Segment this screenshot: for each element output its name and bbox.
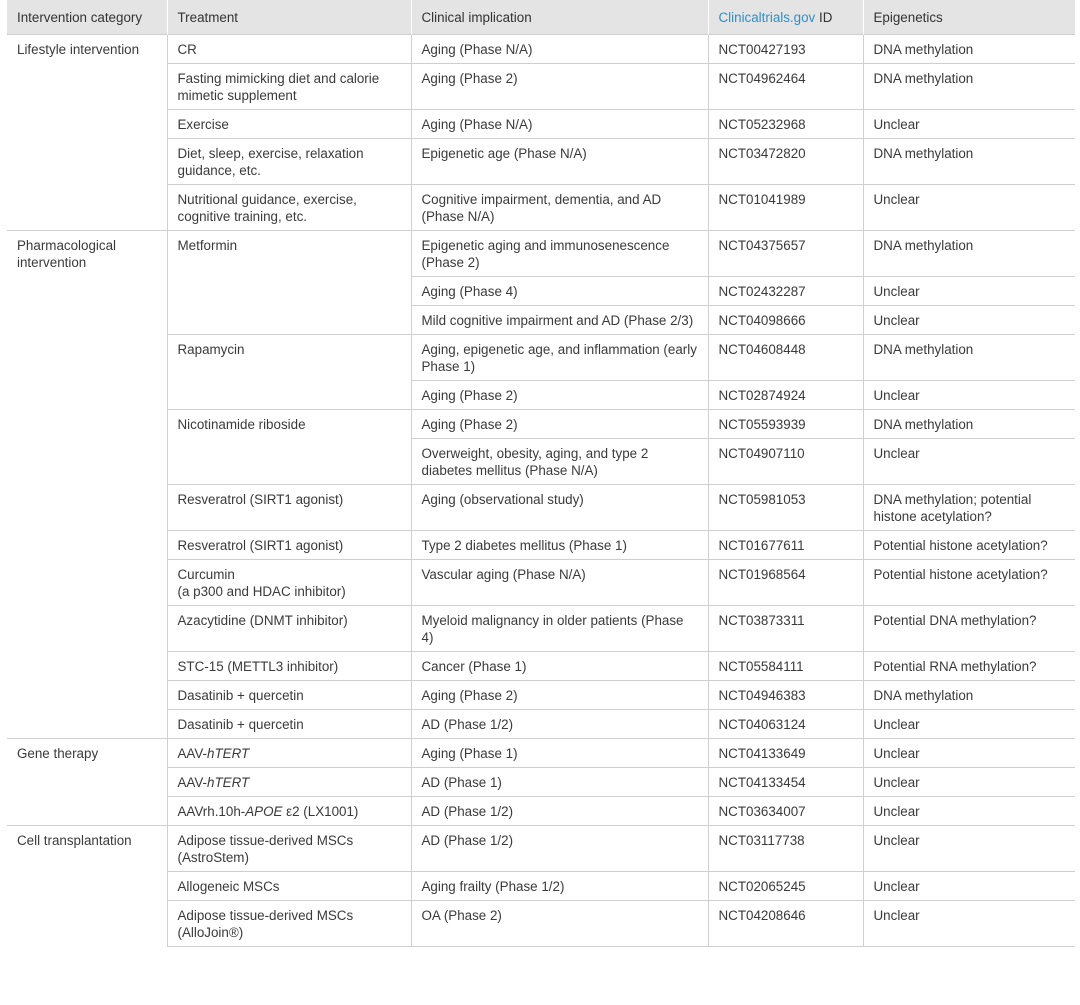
- cell-trial-id: NCT02065245: [708, 872, 863, 901]
- header-id-suffix: ID: [815, 9, 833, 25]
- cell-clinical-implication: Aging (Phase 2): [411, 410, 708, 439]
- cell-epigenetics: Unclear: [863, 306, 1075, 335]
- cell-epigenetics: DNA methylation: [863, 64, 1075, 110]
- table-row: [7, 681, 1075, 710]
- table-row: [7, 485, 1075, 531]
- table-row: [7, 35, 1075, 64]
- cell-treatment: [167, 231, 411, 335]
- table-row: [7, 768, 1075, 797]
- treatment-name: Exercise: [177, 117, 229, 132]
- table-row: [7, 901, 1075, 947]
- cell-clinical-implication: Epigenetic age (Phase N/A): [411, 139, 708, 185]
- cell-epigenetics: DNA methylation: [863, 231, 1075, 277]
- cell-treatment: [167, 739, 411, 768]
- table-row: [7, 606, 1075, 652]
- table-body: [7, 35, 1075, 947]
- cell-trial-id: NCT04907110: [708, 439, 863, 485]
- treatment-gene-name: hTERT: [207, 775, 250, 790]
- cell-clinical-implication: Myeloid malignancy in older patients (Phase 4): [411, 606, 708, 652]
- cell-trial-id: NCT02874924: [708, 381, 863, 410]
- cell-trial-id: NCT01677611: [708, 531, 863, 560]
- cell-clinical-implication: Mild cognitive impairment and AD (Phase 2/3): [411, 306, 708, 335]
- cell-clinical-implication: Cancer (Phase 1): [411, 652, 708, 681]
- table-wrapper: [7, 0, 1075, 947]
- cell-epigenetics: Potential histone acetylation?: [863, 560, 1075, 606]
- cell-treatment: [167, 901, 411, 947]
- cell-treatment: [167, 560, 411, 606]
- treatment-name: Diet, sleep, exercise, relaxation guidance, etc.: [177, 146, 364, 178]
- cell-epigenetics: Unclear: [863, 185, 1075, 231]
- table-row: [7, 710, 1075, 739]
- treatment-name: Resveratrol (SIRT1 agonist): [177, 492, 344, 507]
- cell-epigenetics: Unclear: [863, 872, 1075, 901]
- cell-clinical-implication: AD (Phase 1/2): [411, 797, 708, 826]
- cell-clinical-implication: Aging (Phase 1): [411, 739, 708, 768]
- cell-clinical-implication: Vascular aging (Phase N/A): [411, 560, 708, 606]
- cell-epigenetics: DNA methylation: [863, 335, 1075, 381]
- table-row: [7, 826, 1075, 872]
- cell-trial-id: NCT04098666: [708, 306, 863, 335]
- cell-trial-id: NCT05232968: [708, 110, 863, 139]
- table-row: [7, 139, 1075, 185]
- cell-clinical-implication: Aging (Phase 2): [411, 381, 708, 410]
- cell-clinical-implication: AD (Phase 1/2): [411, 710, 708, 739]
- cell-treatment: [167, 485, 411, 531]
- table-header: [7, 0, 1075, 35]
- cell-clinical-implication: Aging (Phase 4): [411, 277, 708, 306]
- cell-treatment: [167, 335, 411, 410]
- cell-treatment: [167, 606, 411, 652]
- cell-trial-id: NCT05981053: [708, 485, 863, 531]
- cell-clinical-implication: Cognitive impairment, dementia, and AD (Phase N/A): [411, 185, 708, 231]
- header-intervention-category: Intervention category: [7, 0, 167, 35]
- cell-trial-id: NCT01041989: [708, 185, 863, 231]
- treatment-name: Metformin: [177, 238, 238, 253]
- treatment-name: Allogeneic MSCs: [177, 879, 280, 894]
- cell-treatment: [167, 185, 411, 231]
- cell-clinical-implication: Aging (Phase N/A): [411, 35, 708, 64]
- cell-trial-id: NCT01968564: [708, 560, 863, 606]
- header-treatment: Treatment: [167, 0, 411, 35]
- header-trial-id: [708, 0, 863, 35]
- cell-epigenetics: Unclear: [863, 110, 1075, 139]
- table-row: [7, 739, 1075, 768]
- cell-clinical-implication: Aging frailty (Phase 1/2): [411, 872, 708, 901]
- cell-treatment: [167, 797, 411, 826]
- treatment-name: Adipose tissue-derived MSCs (AlloJoin®): [177, 908, 354, 940]
- treatment-name: Resveratrol (SIRT1 agonist): [177, 538, 344, 553]
- cell-clinical-implication: AD (Phase 1/2): [411, 826, 708, 872]
- treatment-gene-name: hTERT: [207, 746, 250, 761]
- cell-clinical-implication: AD (Phase 1): [411, 768, 708, 797]
- cell-epigenetics: DNA methylation: [863, 35, 1075, 64]
- cell-trial-id: NCT02432287: [708, 277, 863, 306]
- cell-intervention-category: Cell transplantation: [7, 826, 167, 947]
- cell-epigenetics: Potential DNA methylation?: [863, 606, 1075, 652]
- table-row: [7, 410, 1075, 439]
- cell-epigenetics: Unclear: [863, 710, 1075, 739]
- cell-intervention-category: Pharmacological intervention: [7, 231, 167, 739]
- cell-clinical-implication: Epigenetic aging and immunosenescence (Phase 2): [411, 231, 708, 277]
- table-row: [7, 110, 1075, 139]
- header-row: [7, 0, 1075, 35]
- cell-trial-id: NCT04133649: [708, 739, 863, 768]
- cell-treatment: [167, 768, 411, 797]
- cell-treatment: [167, 826, 411, 872]
- cell-clinical-implication: Aging (observational study): [411, 485, 708, 531]
- clinicaltrials-link[interactable]: Clinicaltrials.gov: [718, 9, 816, 25]
- cell-clinical-implication: Aging (Phase 2): [411, 64, 708, 110]
- treatment-name: Nutritional guidance, exercise, cognitive training, etc.: [177, 192, 357, 224]
- header-epigenetics: Epigenetics: [863, 0, 1075, 35]
- treatment-name: AAVrh.10h-: [177, 804, 246, 819]
- table-row: [7, 652, 1075, 681]
- cell-epigenetics: DNA methylation; potential histone acetylation?: [863, 485, 1075, 531]
- cell-epigenetics: Unclear: [863, 277, 1075, 306]
- cell-intervention-category: Gene therapy: [7, 739, 167, 826]
- cell-clinical-implication: Type 2 diabetes mellitus (Phase 1): [411, 531, 708, 560]
- cell-treatment: [167, 110, 411, 139]
- cell-intervention-category: Lifestyle intervention: [7, 35, 167, 231]
- cell-trial-id: NCT03472820: [708, 139, 863, 185]
- cell-treatment: [167, 531, 411, 560]
- table-row: [7, 231, 1075, 277]
- cell-treatment: [167, 139, 411, 185]
- cell-epigenetics: DNA methylation: [863, 139, 1075, 185]
- treatment-name: Azacytidine (DNMT inhibitor): [177, 613, 348, 628]
- treatment-name: Nicotinamide riboside: [177, 417, 306, 432]
- treatment-name: Fasting mimicking diet and calorie mimetic supplement: [177, 71, 380, 103]
- cell-epigenetics: Unclear: [863, 768, 1075, 797]
- header-clinical-implication: Clinical implication: [411, 0, 708, 35]
- cell-epigenetics: DNA methylation: [863, 410, 1075, 439]
- cell-treatment: [167, 410, 411, 485]
- cell-treatment: [167, 64, 411, 110]
- cell-trial-id: NCT04375657: [708, 231, 863, 277]
- treatment-name: Dasatinib + quercetin: [177, 688, 304, 703]
- cell-trial-id: NCT04608448: [708, 335, 863, 381]
- cell-trial-id: NCT05584111: [708, 652, 863, 681]
- treatment-name-suffix: ε2 (LX1001): [282, 804, 359, 819]
- cell-clinical-implication: Aging (Phase 2): [411, 681, 708, 710]
- cell-trial-id: NCT04946383: [708, 681, 863, 710]
- treatment-name: Adipose tissue-derived MSCs (AstroStem): [177, 833, 354, 865]
- cell-treatment: [167, 652, 411, 681]
- cell-treatment: [167, 681, 411, 710]
- table-row: [7, 531, 1075, 560]
- cell-epigenetics: DNA methylation: [863, 681, 1075, 710]
- cell-epigenetics: Unclear: [863, 826, 1075, 872]
- cell-clinical-implication: OA (Phase 2): [411, 901, 708, 947]
- treatment-name: AAV-: [177, 775, 208, 790]
- cell-epigenetics: Potential histone acetylation?: [863, 531, 1075, 560]
- cell-trial-id: NCT04208646: [708, 901, 863, 947]
- table-row: [7, 185, 1075, 231]
- cell-epigenetics: Unclear: [863, 901, 1075, 947]
- cell-trial-id: NCT04962464: [708, 64, 863, 110]
- table-row: [7, 64, 1075, 110]
- cell-treatment: [167, 35, 411, 64]
- cell-clinical-implication: Aging (Phase N/A): [411, 110, 708, 139]
- treatment-name: Dasatinib + quercetin: [177, 717, 304, 732]
- treatment-name: CR: [177, 42, 197, 57]
- cell-trial-id: NCT03117738: [708, 826, 863, 872]
- table-row: [7, 872, 1075, 901]
- table-row: [7, 335, 1075, 381]
- cell-treatment: [167, 710, 411, 739]
- cell-epigenetics: Potential RNA methylation?: [863, 652, 1075, 681]
- treatment-name: STC-15 (METTL3 inhibitor): [177, 659, 339, 674]
- treatment-name-detail: (a p300 and HDAC inhibitor): [177, 584, 346, 599]
- cell-trial-id: NCT04063124: [708, 710, 863, 739]
- table-row: [7, 560, 1075, 606]
- cell-epigenetics: Unclear: [863, 739, 1075, 768]
- treatment-gene-name: APOE: [245, 804, 283, 819]
- cell-treatment: [167, 872, 411, 901]
- cell-epigenetics: Unclear: [863, 797, 1075, 826]
- treatment-name: AAV-: [177, 746, 208, 761]
- cell-trial-id: NCT00427193: [708, 35, 863, 64]
- treatment-name: Curcumin: [177, 567, 235, 582]
- treatment-name: Rapamycin: [177, 342, 245, 357]
- cell-trial-id: NCT03634007: [708, 797, 863, 826]
- clinical-trials-table: [7, 0, 1075, 947]
- cell-clinical-implication: Overweight, obesity, aging, and type 2 diabetes mellitus (Phase N/A): [411, 439, 708, 485]
- table-row: [7, 797, 1075, 826]
- cell-trial-id: NCT05593939: [708, 410, 863, 439]
- cell-epigenetics: Unclear: [863, 381, 1075, 410]
- cell-trial-id: NCT03873311: [708, 606, 863, 652]
- cell-epigenetics: Unclear: [863, 439, 1075, 485]
- cell-clinical-implication: Aging, epigenetic age, and inflammation (early Phase 1): [411, 335, 708, 381]
- cell-trial-id: NCT04133454: [708, 768, 863, 797]
